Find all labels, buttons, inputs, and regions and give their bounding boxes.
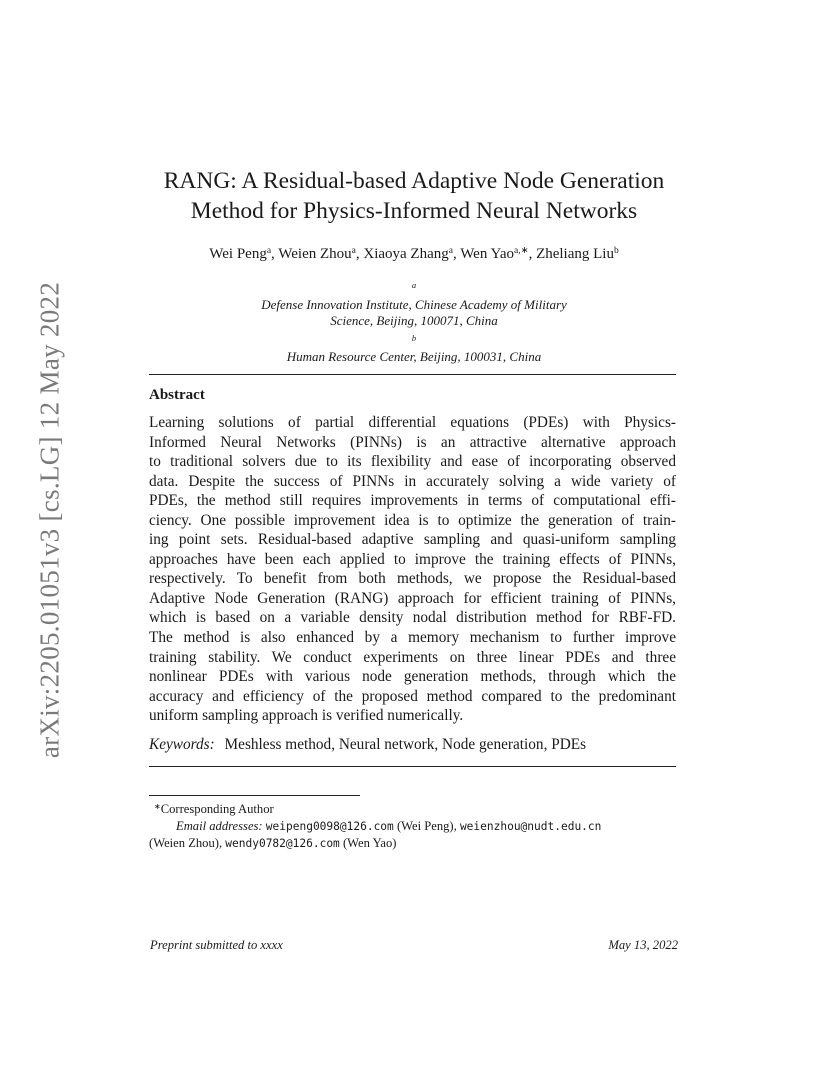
arxiv-stamp: arXiv:2205.01051v3 [cs.LG] 12 May 2022	[34, 281, 65, 759]
paper-title	[140, 166, 688, 226]
abstract-heading: Abstract	[149, 387, 205, 403]
email-line-1: Email addresses: weipeng0098@126.com (Wei Peng), weienzhou@nudt.edu.cn	[176, 818, 602, 833]
abstract-line: PDEs, the method still requires improvements in terms of computational effi-	[149, 492, 676, 510]
author: Wei Peng$^a$	[209, 246, 272, 262]
email-line-2: (Weien Zhou), wendy0782@126.com (Wen Yao)	[149, 836, 397, 850]
abstract-line: accuracy and efficiency of the proposed method compared to the predominant	[149, 687, 676, 705]
abstract-line: uniform sampling approach is verified numerically.	[149, 707, 464, 725]
email-link[interactable]: weienzhou@nudt.edu.cn	[459, 819, 602, 833]
affiliations	[130, 277, 698, 366]
footer-date: May 13, 2022	[608, 938, 678, 952]
affiliation-a-line-1: $^a$ Defense Innovation Institute, Chinese Academy of Military	[261, 280, 567, 312]
abstract-line: The method is also enhanced by a memory mechanism to further improve	[149, 629, 676, 647]
abstract-body	[149, 413, 676, 726]
author-list: Wei Peng$^a$, Weien Zhou$^a$, Xiaoya Zhang$^a$, Wen Yao$^{a,∗}$, Zheliang Liu$^b$	[209, 246, 619, 262]
abstract-line: training stability. We conduct experiments on three linear PDEs and three	[149, 648, 676, 666]
bottom-rule	[149, 766, 676, 767]
abstract-line: ing point sets. Residual-based adaptive sampling and quasi-uniform sampling	[149, 531, 676, 549]
author: Zheliang Liu$^b$	[536, 246, 619, 262]
abstract-line: Learning solutions of partial differential equations (PDEs) with Physics-	[149, 414, 676, 431]
author: Weien Zhou$^a$	[278, 246, 356, 262]
keywords-text: Meshless method, Neural network, Node generation, PDEs	[224, 736, 587, 753]
abstract-line: to traditional solvers due to its flexibility and ease of incorporating observed	[149, 453, 676, 471]
affiliation-b-line-1: $^b$ Human Resource Center, Beijing, 100031, China	[286, 332, 542, 364]
title-line-1: RANG: A Residual-based Adaptive Node Generation	[163, 168, 665, 194]
email-label: Email addresses:	[176, 818, 263, 833]
author: Xiaoya Zhang$^a$	[363, 246, 453, 262]
abstract-line: Informed Neural Networks (PINNs) is an attractive alternative approach	[149, 433, 676, 451]
abstract-line: ciency. One possible improvement idea is to optimize the generation of train-	[149, 511, 676, 529]
email-link[interactable]: wendy0782@126.com	[225, 837, 340, 850]
author: Wen Yao$^{a,∗}$	[460, 246, 529, 262]
abstract-line: data. Despite the success of PINNs in accurately solving a wide variety of	[149, 472, 676, 490]
email-link[interactable]: weipeng0098@126.com	[265, 819, 394, 833]
abstract-line: Adaptive Node Generation (RANG) approach for efficient training of PINNs,	[149, 589, 676, 607]
abstract-line: approaches have been each applied to improve the training effects of PINNs,	[149, 550, 676, 568]
footer-preprint: Preprint submitted to xxxx	[150, 938, 283, 952]
abstract-line: which is based on a variable density nodal distribution method for RBF-FD.	[149, 609, 676, 627]
footnote-rule	[149, 795, 360, 796]
keywords-label: Keywords:	[149, 736, 215, 753]
top-rule	[149, 374, 676, 375]
affiliation-a-line-2: Science, Beijing, 100071, China	[330, 313, 498, 328]
corresponding-author-note: ∗Corresponding Author	[154, 802, 274, 816]
abstract-line: respectively. To benefit from both methods, we propose the Residual-based	[149, 570, 676, 588]
footnotes	[149, 799, 689, 853]
title-line-2: Method for Physics-Informed Neural Networks	[190, 198, 638, 224]
keywords	[149, 736, 586, 754]
abstract-line: nonlinear PDEs with various node generation methods, through which the	[149, 668, 676, 686]
